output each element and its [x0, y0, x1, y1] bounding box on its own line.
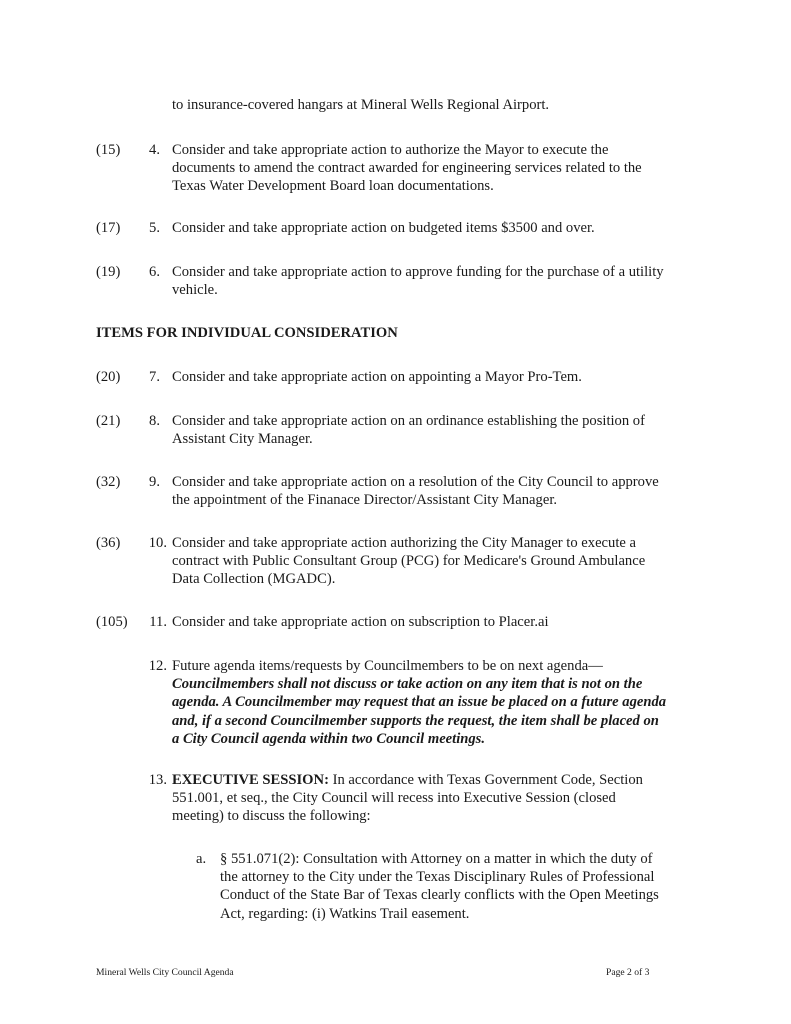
- item-5-page-ref: (17): [96, 220, 121, 236]
- item-13-line: meeting) to discuss the following:: [172, 808, 371, 825]
- item-11-number: 11.: [149, 614, 167, 630]
- item-10-line: contract with Public Consultant Group (PCG) for Medicare's Ground Ambulance: [172, 553, 646, 570]
- item-7-number: 7.: [149, 369, 160, 385]
- item-4-number: 4.: [149, 142, 160, 158]
- sub-item-a-line: § 551.071(2): Consultation with Attorney on a matter in which the duty of: [220, 851, 653, 867]
- item-5-text: [172, 219, 712, 237]
- item-12-bold-line: agenda. A Councilmember may request that an issue be placed on a future agenda: [172, 694, 667, 711]
- item-11-page-ref: (105): [96, 614, 128, 630]
- section-heading: ITEMS FOR INDIVIDUAL CONSIDERATION: [96, 325, 398, 341]
- item-10-number: 10.: [148, 535, 167, 551]
- item-8-line: Consider and take appropriate action on an ordinance establishing the position of: [172, 413, 645, 429]
- item-9-line: Consider and take appropriate action on a resolution of the City Council to approve: [172, 474, 659, 490]
- item-4-line: documents to amend the contract awarded for engineering services related to the: [172, 160, 642, 177]
- item-7-text: [172, 368, 712, 386]
- item-9-text: [172, 473, 712, 509]
- executive-session-label: EXECUTIVE SESSION:: [172, 772, 329, 788]
- item-7-page-ref: (20): [96, 369, 121, 385]
- item-13-text: [172, 771, 712, 826]
- item-11-text: [172, 613, 712, 631]
- item-4-page-ref: (15): [96, 142, 121, 158]
- sub-item-a-line: Act, regarding: (i) Watkins Trail easement.: [220, 905, 470, 922]
- item-9-number: 9.: [149, 474, 160, 490]
- sub-item-a-line: Conduct of the State Bar of Texas clearly conflicts with the Open Meetings: [220, 887, 659, 904]
- item-6-text: [172, 263, 712, 299]
- item-12-intro: Future agenda items/requests by Councilmembers to be on next agenda—: [172, 658, 603, 674]
- item-6-line: Consider and take appropriate action to approve funding for the purchase of a utility: [172, 264, 664, 280]
- item-10-line: Consider and take appropriate action authorizing the City Manager to execute a: [172, 535, 636, 551]
- continued-text: to insurance-covered hangars at Mineral Wells Regional Airport.: [172, 97, 550, 113]
- item-4-line: Consider and take appropriate action to authorize the Mayor to execute the: [172, 142, 609, 158]
- sub-item-a-letter: a.: [196, 851, 207, 867]
- item-6-page-ref: (19): [96, 264, 121, 280]
- item-8-number: 8.: [149, 413, 160, 429]
- item-12-text: [172, 657, 712, 748]
- item-12-bold-line: and, if a second Councilmember supports the request, the item shall be placed on: [172, 712, 659, 729]
- sub-item-a-text: [220, 850, 720, 923]
- item-13-number: 13.: [148, 772, 167, 788]
- item-6-number: 6.: [149, 264, 160, 280]
- item-12-bold-line: a City Council agenda within two Council meetings.: [172, 730, 486, 747]
- item-9-page-ref: (32): [96, 474, 121, 490]
- item-12-bold-line: Councilmembers shall not discuss or take action on any item that is not on the: [172, 676, 643, 693]
- item-4-line: Texas Water Development Board loan documentations.: [172, 178, 494, 195]
- item-10-page-ref: (36): [96, 535, 121, 551]
- item-8-line: Assistant City Manager.: [172, 431, 313, 448]
- item-7-line: Consider and take appropriate action on appointing a Mayor Pro-Tem.: [172, 369, 582, 385]
- item-9-line: the appointment of the Finanace Director/Assistant City Manager.: [172, 492, 558, 509]
- footer-title: Mineral Wells City Council Agenda: [96, 967, 234, 978]
- item-10-line: Data Collection (MGADC).: [172, 571, 336, 588]
- item-13-line-1-rest: In accordance with Texas Government Code, Section: [328, 772, 643, 788]
- item-11-line: Consider and take appropriate action on subscription to Placer.ai: [172, 614, 549, 630]
- item-8-page-ref: (21): [96, 413, 121, 429]
- item-5-number: 5.: [149, 220, 160, 236]
- item-4-text: [172, 141, 712, 196]
- sub-item-a-line: the attorney to the City under the Texas Disciplinary Rules of Professional: [220, 869, 655, 886]
- item-8-text: [172, 412, 712, 448]
- item-13-line-1: [172, 771, 712, 789]
- item-13-line: 551.001, et seq., the City Council will recess into Executive Session (closed: [172, 790, 616, 807]
- item-10-text: [172, 534, 712, 589]
- item-12-number: 12.: [148, 658, 167, 674]
- footer-page-number: Page 2 of 3: [606, 967, 650, 978]
- item-6-line: vehicle.: [172, 282, 218, 299]
- item-5-line: Consider and take appropriate action on budgeted items $3500 and over.: [172, 220, 595, 236]
